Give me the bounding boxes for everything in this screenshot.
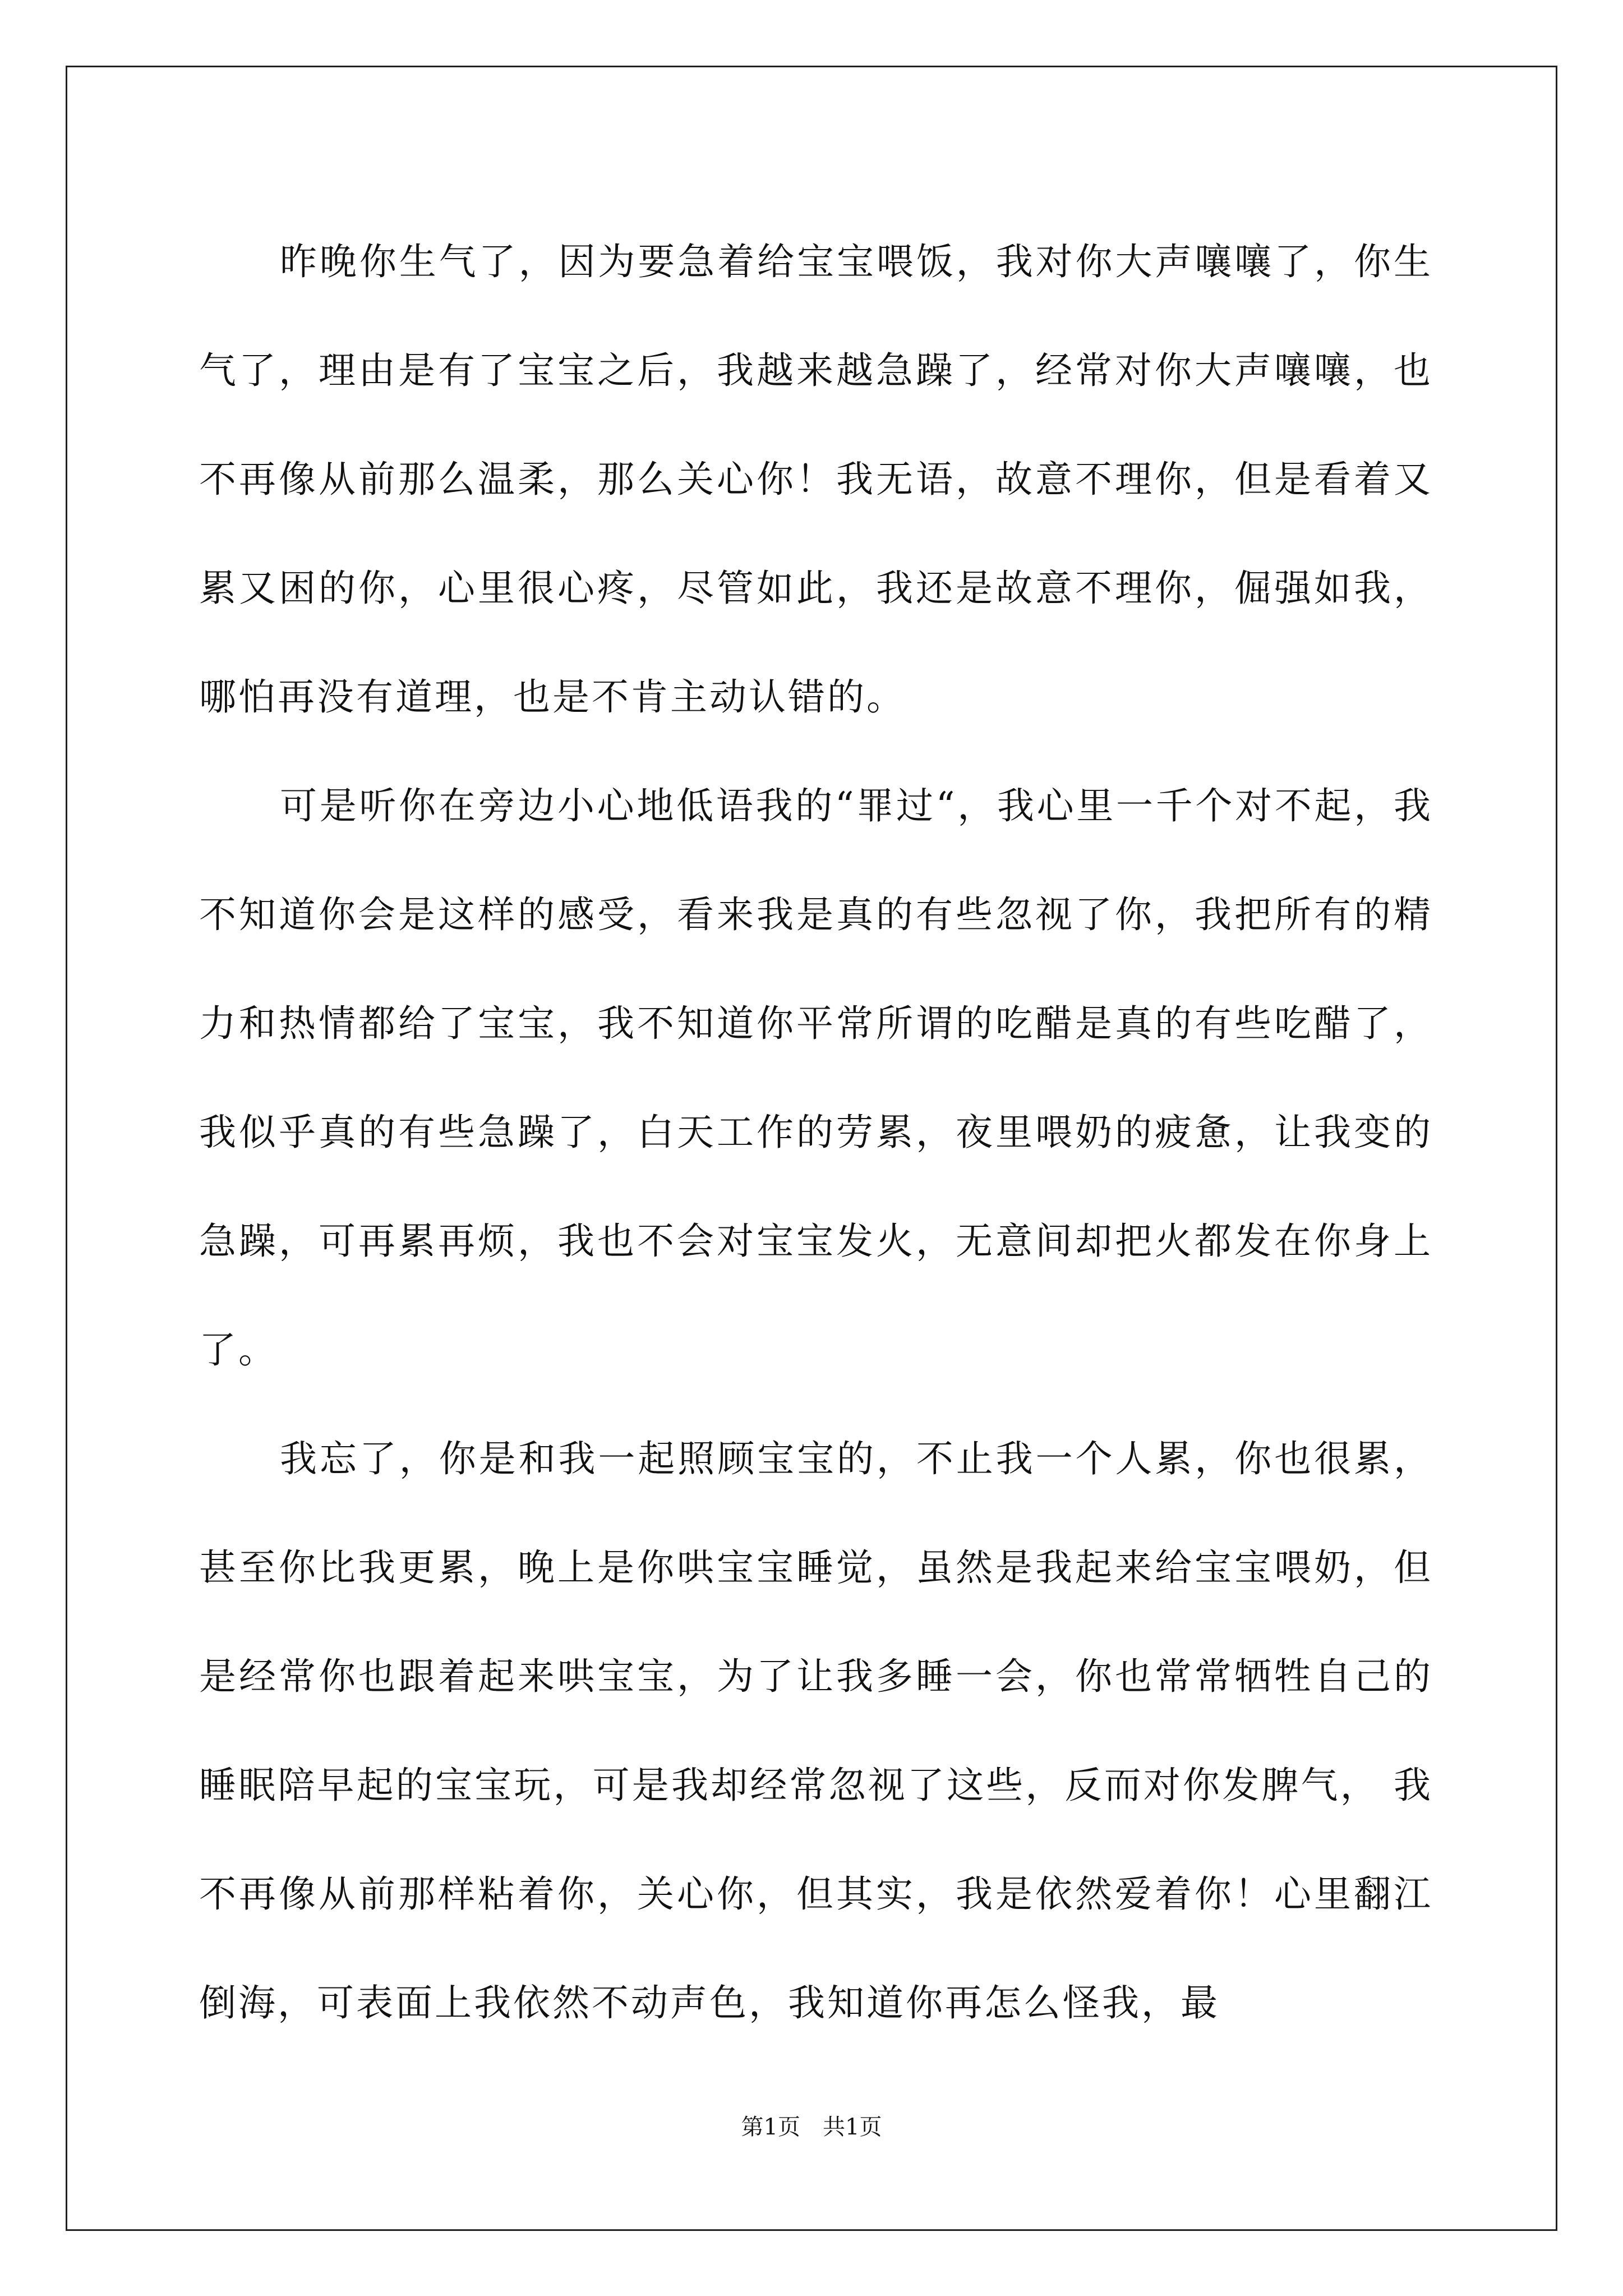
paragraph-3: 我忘了，你是和我一起照顾宝宝的，不止我一个人累，你也很累，甚至你比我更累，晚上是你哄宝宝睡觉，虽然是我起来给宝宝喂奶，但是经常你也跟着起来哄宝宝，为了让我多睡一会，你也常常牺牲自己的睡眠陪早起的宝宝玩，可是我却经常忽视了这些，反而对你发脾气， 我不再像从前那样粘着你，关心你，但其实，我是依然爱着你！心里翻江倒海，可表面上我依然不动声色，我知道你再怎么怪我，最 xyxy=(199,1437,1433,2024)
paragraph-2: 可是听你在旁边小心地低语我的“罪过“，我心里一千个对不起，我不知道你会是这样的感受，看来我是真的有些忽视了你，我把所有的精力和热情都给了宝宝，我不知道你平常所谓的吃醋是真的有些吃醋了，我似乎真的有些急躁了，白天工作的劳累，夜里喂奶的疲惫，让我变的急躁，可再累再烦，我也不会对宝宝发火，无意间却把火都发在你身上了。 xyxy=(199,784,1433,1372)
paragraph-1: 昨晚你生气了，因为要急着给宝宝喂饭，我对你大声嚷嚷了，你生气了，理由是有了宝宝之后，我越来越急躁了，经常对你大声嚷嚷，也不再像从前那么温柔，那么关心你！我无语，故意不理你，但是看着又累又困的你，心里很心疼，尽管如此，我还是故意不理你，倔强如我，哪怕再没有道理，也是不肯主动认错的。 xyxy=(199,240,1433,719)
page-footer: 第1页 共1页 xyxy=(741,2114,882,2140)
document-body xyxy=(199,208,1433,2058)
